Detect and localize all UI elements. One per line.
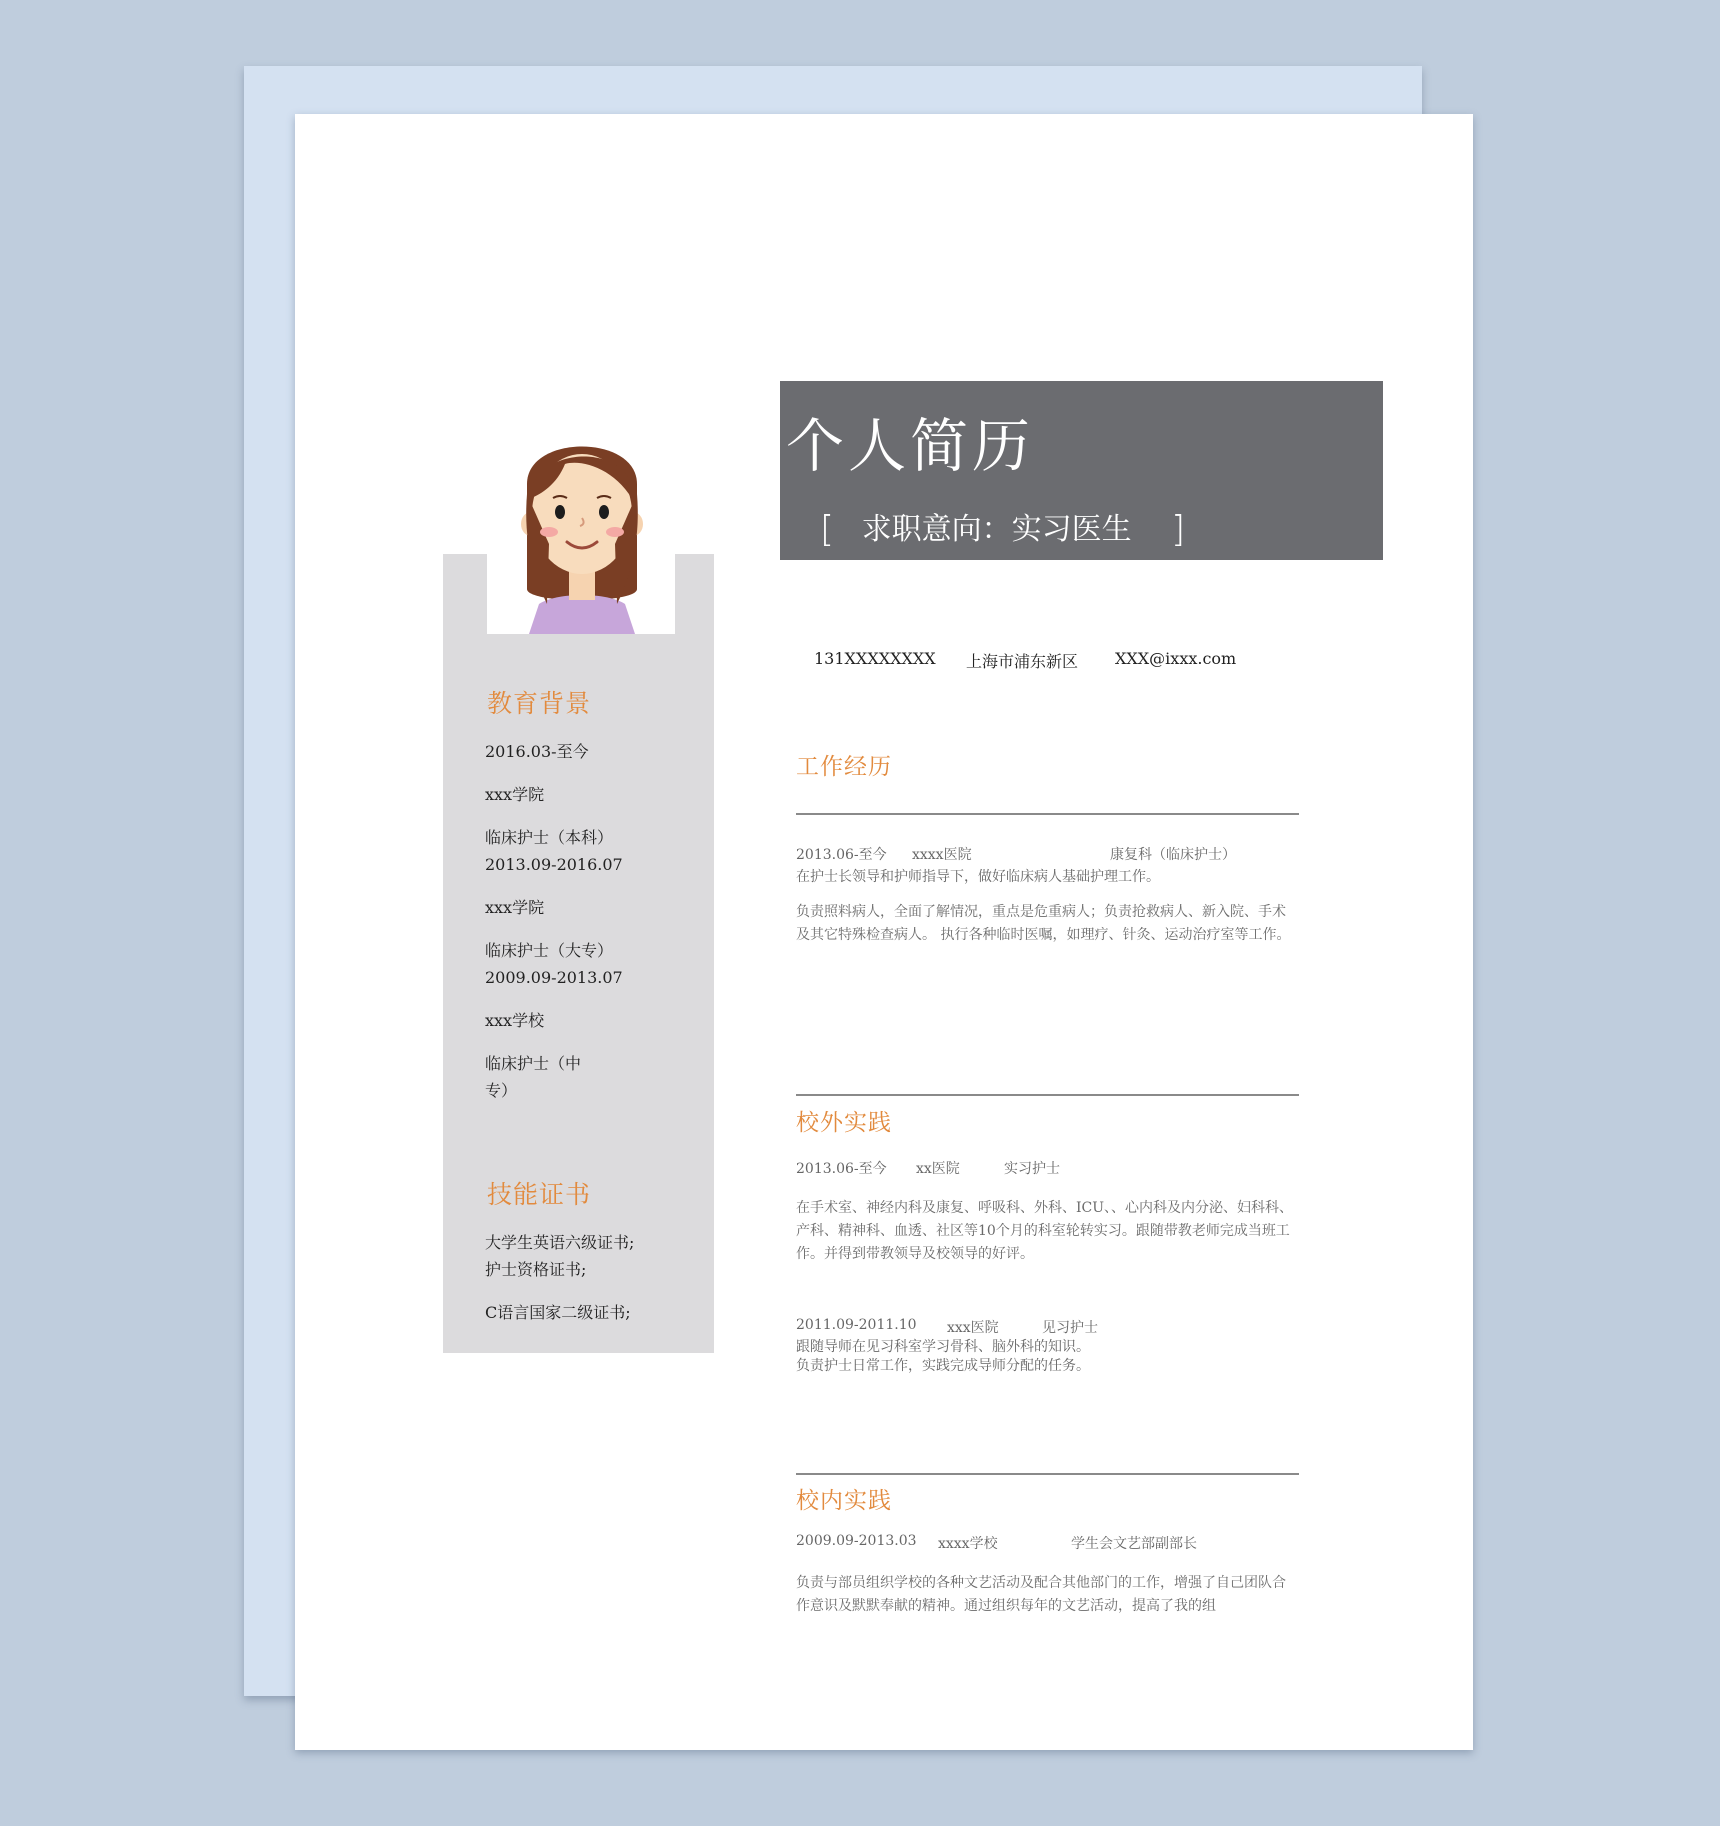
resume-page [295, 114, 1473, 1750]
outside-date: 2011.09-2011.10 [796, 1317, 917, 1333]
outside-role: 见习护士 [1042, 1320, 1098, 1336]
inside-role: 学生会文艺部副部长 [1071, 1536, 1197, 1552]
page-title: 个人简历 [786, 412, 1035, 480]
education-line: xxx学院 [485, 785, 545, 804]
inside-org: xxxx学校 [938, 1536, 998, 1552]
skills-heading: 技能证书 [487, 1180, 592, 1209]
inside-description: 负责与部员组织学校的各种文艺活动及配合其他部门的工作，增强了自己团队合作意识及默默奉献的精神。通过组织每年的文艺活动，提高了我的组 [796, 1575, 1286, 1614]
outside-role: 实习护士 [1004, 1161, 1060, 1177]
bracket-left: [ [820, 509, 835, 550]
outside-description: 在手术室、神经内科及康复、呼吸科、外科、ICU、、心内科及内分泌、妇科科、产科、精神科、血透、社区等10个月的科室轮转实习。跟随带教老师完成当班工作。并得到带教领导及校领导的好评。 [796, 1200, 1294, 1262]
inside-date: 2009.09-2013.03 [796, 1533, 917, 1549]
job-objective [820, 504, 1185, 548]
work-date: 2013.06-至今 [796, 847, 887, 863]
education-line: 临床护士（本科） [485, 828, 614, 847]
outside-heading: 校外实践 [796, 1110, 892, 1136]
inside-heading: 校内实践 [796, 1488, 892, 1514]
outside-org: xxx医院 [947, 1320, 999, 1336]
contact-email: XXX@ixxx.com [1115, 649, 1237, 668]
education-line: xxx学校 [485, 1011, 545, 1030]
work-heading: 工作经历 [796, 754, 892, 780]
work-role: 康复科（临床护士） [1110, 847, 1236, 863]
education-heading: 教育背景 [487, 689, 592, 718]
outside-date: 2013.06-至今 [796, 1161, 887, 1177]
bracket-right: ] [1171, 509, 1186, 550]
education-line: 2009.09-2013.07 [485, 968, 623, 987]
objective-text: 求职意向：实习医生 [861, 512, 1132, 547]
education-line: xxx学院 [485, 898, 545, 917]
contact-phone: 131XXXXXXXX [814, 649, 936, 668]
outside-line: 跟随导师在见习科室学习骨科、脑外科的知识。 [796, 1339, 1090, 1355]
education-line: 2013.09-2016.07 [485, 855, 623, 874]
work-description: 负责照料病人，全面了解情况，重点是危重病人；负责抢救病人、新入院、手术及其它特殊检查病人。 执行各种临时医嘱，如理疗、针灸、运动治疗室等工作。 [796, 904, 1291, 943]
skill-item: 大学生英语六级证书; [485, 1233, 635, 1252]
skill-item: C语言国家二级证书; [485, 1303, 631, 1322]
title-block [780, 381, 1383, 560]
education-line: 临床护士（大专） [485, 941, 614, 960]
contact-address: 上海市浦东新区 [966, 652, 1079, 671]
work-org: xxxx医院 [912, 847, 972, 863]
avatar [487, 414, 677, 634]
outside-org: xx医院 [916, 1161, 960, 1177]
outside-line: 负责护士日常工作，实践完成导师分配的任务。 [796, 1358, 1090, 1374]
work-line: 在护士长领导和护师指导下，做好临床病人基础护理工作。 [796, 869, 1160, 885]
education-line: 专） [485, 1081, 518, 1100]
skill-item: 护士资格证书; [485, 1260, 587, 1279]
divider [796, 813, 1299, 815]
education-line: 临床护士（中 [485, 1054, 582, 1073]
education-line: 2016.03-至今 [485, 742, 589, 761]
divider [796, 1473, 1299, 1475]
divider [796, 1094, 1299, 1096]
